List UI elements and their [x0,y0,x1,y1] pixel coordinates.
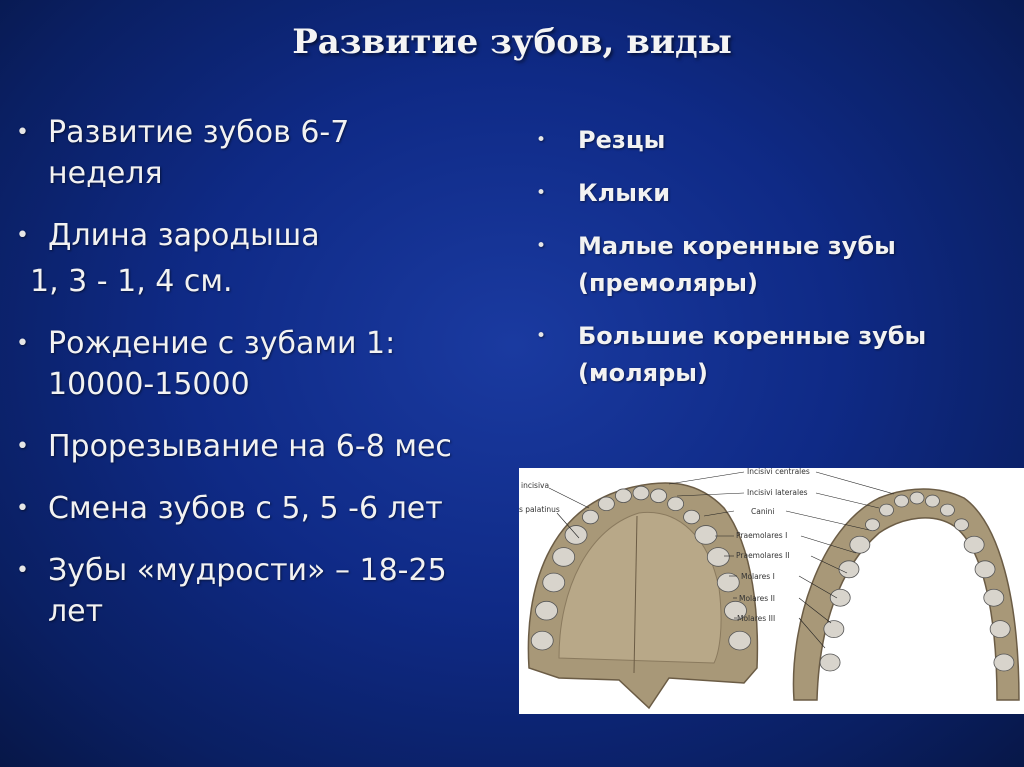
list-item: • Смена зубов с 5, 5 -6 лет [16,488,526,529]
tooth-icon [820,654,840,671]
tooth-icon [850,536,870,553]
tooth-icon [824,621,844,638]
tooth-icon [866,519,880,531]
tooth-icon [553,548,575,567]
tooth-icon [880,504,894,516]
tooth-icon [651,489,667,503]
slide-title: Развитие зубов, виды [292,22,732,62]
label-molares-2: Molares II [739,594,775,603]
bullet-icon: • [16,496,29,521]
tooth-icon [695,526,717,545]
bullet-icon: • [16,223,29,248]
tooth-icon [615,489,631,503]
label-incisiva: incisiva [521,481,550,490]
bullet-icon: • [536,183,547,203]
label-molares-1: Molares I [741,572,775,581]
list-item: • Развитие зубов 6-7 неделя [16,112,526,194]
list-item: • Клыки [536,175,1006,212]
label-canini: Canini [751,507,775,516]
bullet-icon: • [536,326,547,346]
dental-arches-svg [519,468,1024,714]
tooth-icon [668,497,684,511]
tooth-icon [925,495,939,507]
tooth-icon [910,492,924,504]
bullet-icon: • [16,120,29,145]
tooth-icon [975,561,995,578]
bullet-icon: • [16,558,29,583]
list-item-continuation: 1, 3 - 1, 4 см. [30,264,233,299]
list-item: • Большие коренные зубы (моляры) [536,318,1006,392]
tooth-types-list [536,122,1006,408]
bullet-icon: • [16,331,29,356]
tooth-icon [582,510,598,524]
tooth-icon [543,573,565,592]
bullet-icon: • [536,130,547,150]
tooth-icon [984,589,1004,606]
list-item: • Малые коренные зубы (премоляры) [536,228,1006,302]
tooth-icon [940,504,954,516]
list-item: • Прорезывание на 6-8 мес [16,426,526,467]
tooth-icon [598,497,614,511]
tooth-icon [531,631,553,650]
label-incisivi-centrales: Incisivi centrales [747,468,810,476]
bullet-icon: • [16,434,29,459]
tooth-icon [994,654,1014,671]
list-item: • Резцы [536,122,1006,159]
tooth-icon [895,495,909,507]
label-palatinus: s palatinus [519,505,560,514]
label-incisivi-laterales: Incisivi laterales [747,488,808,497]
tooth-icon [729,631,751,650]
bullet-icon: • [536,236,547,256]
label-molares-3: Molares III [737,614,776,623]
tooth-icon [964,536,984,553]
list-item: • Рождение с зубами 1: 10000-15000 [16,323,526,405]
label-praemolares-1: Praemolares I [736,531,788,540]
tooth-icon [684,510,700,524]
tooth-icon [536,601,558,620]
tooth-icon [839,561,859,578]
development-list [16,112,526,653]
tooth-icon [954,519,968,531]
tooth-icon [707,548,729,567]
tooth-icon [830,589,850,606]
tooth-icon [633,486,649,500]
dental-arches-illustration [519,468,1024,714]
label-praemolares-2: Praemolares II [736,551,790,560]
tooth-icon [990,621,1010,638]
list-item: • Зубы «мудрости» – 18-25 лет [16,550,526,632]
list-item: • Длина зародыша [16,215,526,256]
